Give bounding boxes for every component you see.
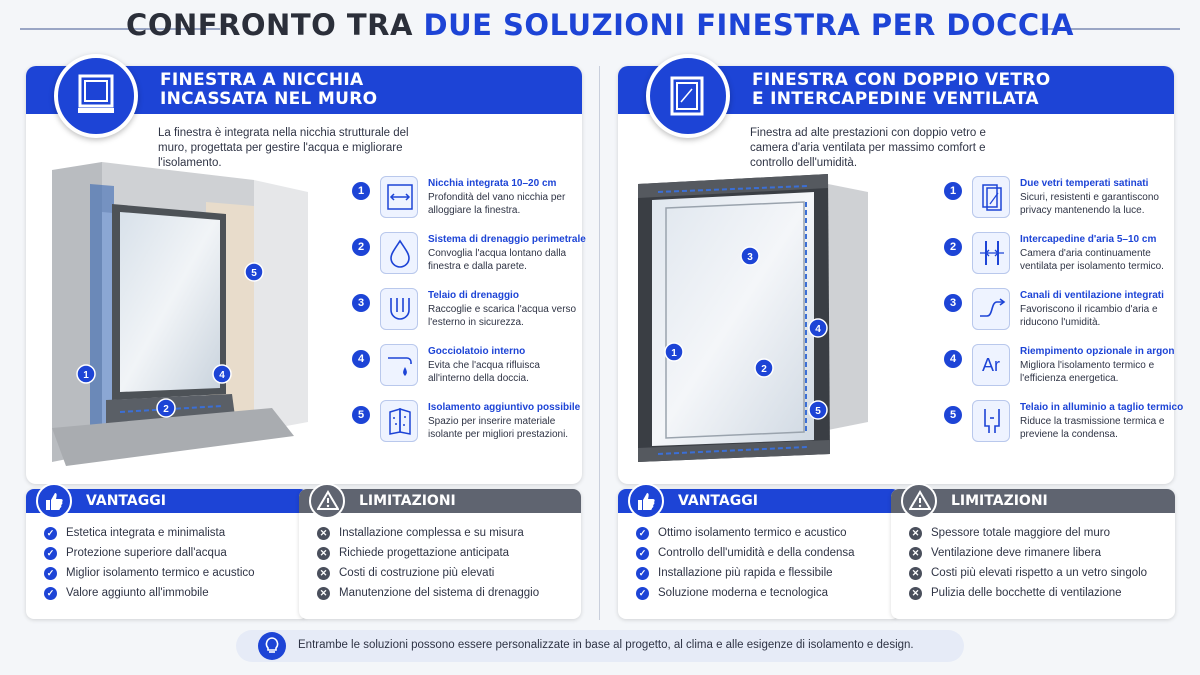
- niche-depth-icon: [380, 176, 418, 218]
- item-text: Ventilazione deve rimanere libera: [931, 547, 1102, 559]
- feature-number: 3: [944, 294, 962, 312]
- drip-edge-icon: [380, 344, 418, 386]
- right-advantages-box: [618, 489, 900, 619]
- item-text: Installazione complessa e su misura: [339, 527, 524, 539]
- list-item: [909, 525, 1147, 545]
- list-item: [636, 525, 855, 545]
- list-item: [44, 525, 255, 545]
- feature-text: Migliora l'isolamento termico e l'efficienza energetica.: [1020, 360, 1155, 384]
- item-text: Ottimo isolamento termico e acustico: [658, 527, 847, 539]
- right-feature-5: [944, 400, 1184, 450]
- column-divider: [599, 66, 600, 620]
- thermal-break-frame-icon: [972, 400, 1010, 442]
- list-item: [317, 545, 539, 565]
- lightbulb-icon: [258, 632, 286, 660]
- feature-text: Profondità del vano nicchia per alloggiare la finestra.: [428, 192, 566, 216]
- right-feature-4: [944, 344, 1174, 394]
- check-icon: ✓: [44, 587, 57, 600]
- item-text: Richiede progettazione anticipata: [339, 547, 510, 559]
- right-illustration: [618, 162, 928, 480]
- box-title: VANTAGGI: [678, 493, 758, 509]
- left-callout-5: 5: [251, 268, 257, 279]
- left-feature-2: [352, 232, 586, 282]
- list-item: [44, 585, 255, 605]
- double-glazing-icon: [646, 54, 730, 138]
- list-item: [317, 525, 539, 545]
- ventilation-channel-icon: [972, 288, 1010, 330]
- list-item: [909, 545, 1147, 565]
- item-text: Pulizia delle bocchette di ventilazione: [931, 587, 1122, 599]
- item-text: Manutenzione del sistema di drenaggio: [339, 587, 540, 599]
- list-item: [44, 565, 255, 585]
- item-text: Soluzione moderna e tecnologica: [658, 587, 829, 599]
- left-title-line1: FINESTRA A NICCHIA: [160, 70, 364, 90]
- feature-text: Raccoglie e scarica l'acqua verso l'esterno in sicurezza.: [428, 304, 577, 328]
- feature-text: Spazio per inserire materiale isolante per migliori prestazioni.: [428, 416, 569, 440]
- right-solution-panel: [618, 66, 1184, 484]
- right-title-line2: E INTERCAPEDINE VENTILATA: [752, 89, 1039, 109]
- feature-text: Evita che l'acqua rifluisca all'interno della doccia.: [428, 360, 540, 384]
- feature-title: Intercapedine d'aria 5–10 cm: [1020, 234, 1157, 245]
- cross-icon: ✕: [909, 567, 922, 580]
- argon-symbol: Ar: [982, 355, 1000, 375]
- warning-icon: [309, 483, 345, 519]
- left-panel-description: La finestra è integrata nella nicchia strutturale del muro, progettata per gestire l'acqua e migliorare l'isolamento.: [158, 127, 409, 169]
- footer-note: [236, 630, 964, 662]
- box-title: LIMITAZIONI: [951, 493, 1048, 509]
- feature-text: Convoglia l'acqua lontano dalla finestra e dalla parete.: [428, 248, 567, 272]
- feature-number: 2: [944, 238, 962, 256]
- right-limitations-box: [891, 489, 1175, 619]
- right-callout-2: 2: [761, 364, 767, 375]
- feature-text: Favoriscono il ricambio d'aria e riducono l'umidità.: [1020, 304, 1158, 328]
- right-callout-1: 1: [671, 348, 677, 359]
- right-feature-3: [944, 288, 1174, 338]
- left-title-line2: INCASSATA NEL MURO: [160, 89, 378, 109]
- feature-text: Camera d'aria continuamente ventilata per isolamento termico.: [1020, 248, 1164, 272]
- right-callout-3: 3: [747, 252, 753, 263]
- left-feature-1: [352, 176, 582, 226]
- check-icon: ✓: [636, 527, 649, 540]
- item-text: Spessore totale maggiore del muro: [931, 527, 1110, 539]
- feature-title: Riempimento opzionale in argon: [1020, 346, 1175, 357]
- feature-title: Canali di ventilazione integrati: [1020, 290, 1164, 301]
- left-advantages-box: [26, 489, 308, 619]
- feature-title: Telaio di drenaggio: [428, 290, 519, 301]
- page-title-part2: DUE SOLUZIONI FINESTRA PER DOCCIA: [423, 8, 1074, 42]
- footer-text: Entrambe le soluzioni possono essere personalizzate in base al progetto, al clima e alle esigenze di isolamento e design.: [298, 639, 914, 651]
- cross-icon: ✕: [317, 527, 330, 540]
- right-callout-5: 5: [815, 406, 821, 417]
- item-text: Controllo dell'umidità e della condensa: [658, 547, 855, 559]
- list-item: [909, 585, 1147, 605]
- feature-number: 1: [352, 182, 370, 200]
- feature-text: Sicuri, resistenti e garantiscono privacy mantenendo la luce.: [1020, 192, 1159, 216]
- item-text: Costi più elevati rispetto a un vetro singolo: [931, 567, 1148, 579]
- drain-frame-icon: [380, 288, 418, 330]
- item-text: Protezione superiore dall'acqua: [66, 547, 227, 559]
- page-title-part1: CONFRONTO TRA: [126, 8, 413, 42]
- check-icon: ✓: [44, 527, 57, 540]
- feature-number: 2: [352, 238, 370, 256]
- feature-title: Gocciolatoio interno: [428, 346, 526, 357]
- insulation-icon: [380, 400, 418, 442]
- right-feature-2: [944, 232, 1174, 282]
- item-text: Costi di costruzione più elevati: [339, 567, 495, 579]
- page-title: [0, 8, 1200, 42]
- feature-number: 5: [944, 406, 962, 424]
- box-title: VANTAGGI: [86, 493, 166, 509]
- window-icon: [54, 54, 138, 138]
- right-panel-title: [752, 71, 1050, 109]
- item-text: Estetica integrata e minimalista: [66, 527, 226, 539]
- list-item: [317, 565, 539, 585]
- feature-title: Sistema di drenaggio perimetrale: [428, 234, 586, 245]
- left-panel-title: [160, 71, 377, 109]
- list-item: [317, 585, 539, 605]
- box-title: LIMITAZIONI: [359, 493, 456, 509]
- cross-icon: ✕: [317, 587, 330, 600]
- left-feature-4: [352, 344, 582, 394]
- left-callout-1: 1: [83, 370, 89, 381]
- thumbs-up-icon: [36, 483, 72, 519]
- item-text: Valore aggiunto all'immobile: [66, 587, 209, 599]
- right-panel-description: Finestra ad alte prestazioni con doppio vetro e camera d'aria ventilata per massimo comfort e controllo dell'umidità.: [750, 127, 986, 169]
- left-solution-panel: [26, 66, 586, 484]
- left-feature-5: [352, 400, 582, 450]
- feature-text: Riduce la trasmissione termica e previene la condensa.: [1020, 416, 1165, 440]
- item-text: Installazione più rapida e flessibile: [658, 567, 833, 579]
- warning-icon: [901, 483, 937, 519]
- left-callout-4: 4: [219, 370, 225, 381]
- check-icon: ✓: [636, 587, 649, 600]
- feature-title: Isolamento aggiuntivo possibile: [428, 402, 581, 413]
- item-text: Miglior isolamento termico e acustico: [66, 567, 255, 579]
- right-title-line1: FINESTRA CON DOPPIO VETRO: [752, 70, 1051, 90]
- list-item: [636, 585, 855, 605]
- left-feature-3: [352, 288, 582, 338]
- right-feature-1: [944, 176, 1174, 226]
- argon-icon: [972, 344, 1010, 386]
- cross-icon: ✕: [317, 567, 330, 580]
- water-drop-icon: [380, 232, 418, 274]
- list-item: [909, 565, 1147, 585]
- feature-number: 4: [944, 350, 962, 368]
- air-gap-icon: [972, 232, 1010, 274]
- thumbs-up-icon: [628, 483, 664, 519]
- list-item: [636, 565, 855, 585]
- feature-title: Due vetri temperati satinati: [1020, 178, 1149, 189]
- cross-icon: ✕: [317, 547, 330, 560]
- right-callout-4: 4: [815, 324, 821, 335]
- feature-title: Nicchia integrata 10–20 cm: [428, 178, 557, 189]
- check-icon: ✓: [44, 567, 57, 580]
- cross-icon: ✕: [909, 587, 922, 600]
- feature-number: 1: [944, 182, 962, 200]
- feature-number: 5: [352, 406, 370, 424]
- feature-title: Telaio in alluminio a taglio termico: [1020, 402, 1184, 413]
- cross-icon: ✕: [909, 547, 922, 560]
- check-icon: ✓: [636, 547, 649, 560]
- left-illustration: [26, 162, 336, 480]
- left-limitations-box: [299, 489, 581, 619]
- left-callout-2: 2: [163, 404, 169, 415]
- list-item: [44, 545, 255, 565]
- check-icon: ✓: [44, 547, 57, 560]
- cross-icon: ✕: [909, 527, 922, 540]
- feature-number: 3: [352, 294, 370, 312]
- list-item: [636, 545, 855, 565]
- check-icon: ✓: [636, 567, 649, 580]
- tempered-glass-icon: [972, 176, 1010, 218]
- feature-number: 4: [352, 350, 370, 368]
